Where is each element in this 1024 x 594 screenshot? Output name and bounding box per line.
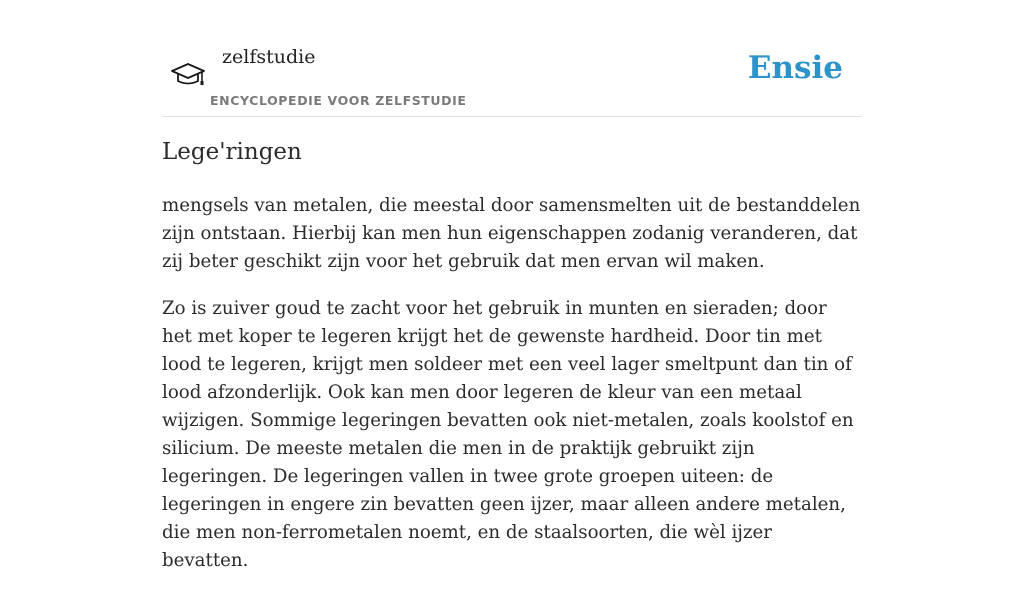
site-tagline: ENCYCLOPEDIE VOOR ZELFSTUDIE	[210, 93, 467, 108]
article-paragraph: Zo is zuiver goud te zacht voor het gebruik in munten en sieraden; door het met koper te legeren krijgt het de gewenste hardheid. Door tin met lood te legeren, krijgt men soldeer met een veel lager smeltpunt dan tin of lood afzonderlijk. Ook kan men door legeren de kleur van een metaal wijzigen. Sommige legeringen bevatten ook niet-metalen, zoals koolstof en silicium. De meeste metalen die men in de praktijk gebruikt zijn legeringen. De legeringen vallen in twee grote groepen uiteen: de legeringen in engere zin bevatten geen ijzer, maar alleen andere metalen, die men non-ferrometalen noemt, en de staalsoorten, die wèl ijzer bevatten.	[162, 298, 854, 571]
article-body	[162, 192, 862, 594]
site-header	[162, 0, 862, 117]
page	[162, 0, 862, 571]
graduation-cap-icon[interactable]	[166, 54, 206, 90]
article-paragraph: mengsels van metalen, die meestal door samensmelten uit de bestanddelen zijn ontstaan. Hierbij kan men hun eigenschappen zodanig veranderen, dat zij beter geschikt zijn voor het gebruik dat men ervan wil maken.	[162, 195, 861, 272]
ensie-logo-link[interactable]: Ensie	[747, 50, 843, 86]
site-name-link[interactable]: zelfstudie	[222, 46, 316, 68]
article-title: Lege'ringen	[162, 139, 302, 165]
